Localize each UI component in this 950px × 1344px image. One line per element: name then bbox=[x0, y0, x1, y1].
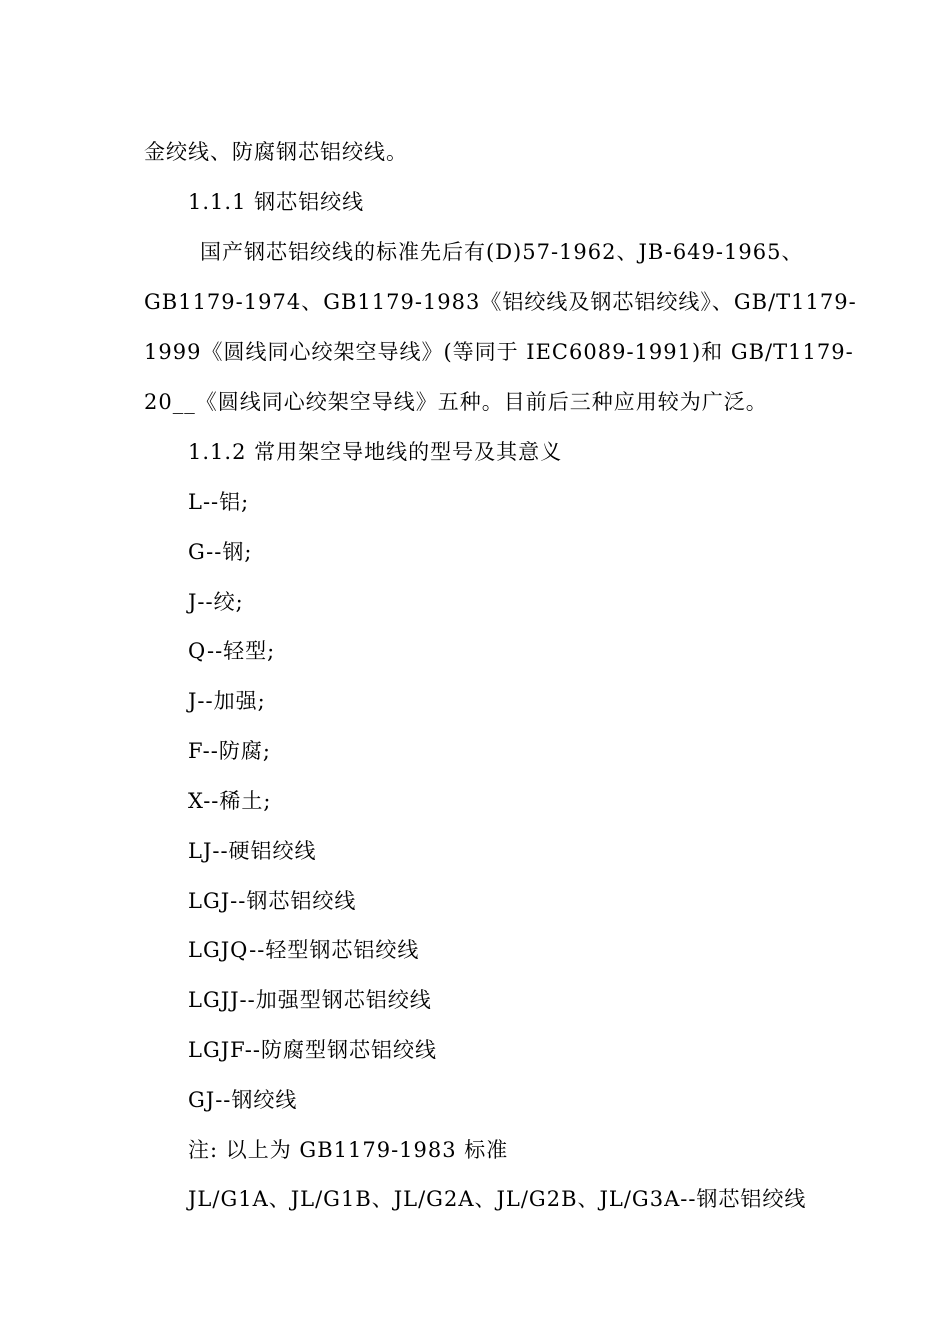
text-line: 金绞线、防腐钢芯铝绞线。 bbox=[144, 140, 408, 164]
text-line: 1999《圆线同心绞架空导线》(等同于 IEC6089-1991)和 GB/T1179- bbox=[144, 340, 854, 364]
list-item: J--绞; bbox=[188, 590, 244, 614]
list-item: JL/G1A、JL/G1B、JL/G2A、JL/G2B、JL/G3A--钢芯铝绞线 bbox=[188, 1187, 807, 1211]
section-heading: 1.1.2 常用架空导地线的型号及其意义 bbox=[188, 440, 563, 464]
list-item: L--铝; bbox=[188, 490, 250, 514]
list-item: GJ--钢绞线 bbox=[188, 1088, 298, 1112]
text-line: 20__《圆线同心绞架空导线》五种。目前后三种应用较为广泛。 bbox=[144, 390, 768, 414]
section-heading: 1.1.1 钢芯铝绞线 bbox=[188, 190, 365, 214]
list-item: LGJQ--轻型钢芯铝绞线 bbox=[188, 938, 420, 962]
list-item: Q--轻型; bbox=[188, 639, 276, 663]
note-line: 注: 以上为 GB1179-1983 标准 bbox=[188, 1138, 509, 1162]
text-line: GB1179-1974、GB1179-1983《铝绞线及钢芯铝绞线》、GB/T1179- bbox=[144, 290, 857, 314]
list-item: F--防腐; bbox=[188, 739, 271, 763]
list-item: LGJ--钢芯铝绞线 bbox=[188, 889, 357, 913]
list-item: LGJF--防腐型钢芯铝绞线 bbox=[188, 1038, 437, 1062]
list-item: LGJJ--加强型钢芯铝绞线 bbox=[188, 988, 432, 1012]
list-item: LJ--硬铝绞线 bbox=[188, 839, 317, 863]
list-item: G--钢; bbox=[188, 540, 253, 564]
text-line: 国产钢芯铝绞线的标准先后有(D)57-1962、JB-649-1965、 bbox=[200, 240, 804, 264]
list-item: J--加强; bbox=[188, 689, 266, 713]
list-item: X--稀土; bbox=[188, 789, 272, 813]
